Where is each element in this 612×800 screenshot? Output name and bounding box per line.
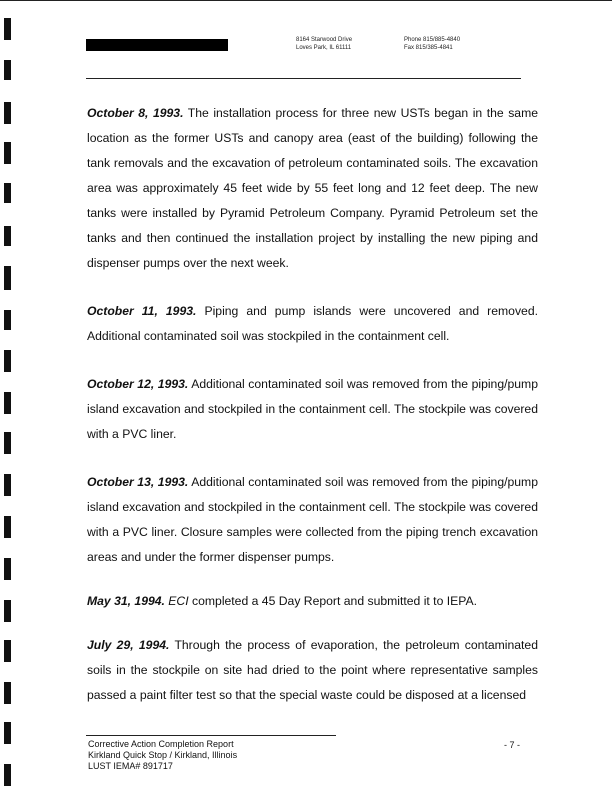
document-body (87, 101, 538, 731)
binding-mark (4, 266, 11, 290)
binding-mark (4, 558, 11, 580)
entry-paragraph (87, 589, 538, 614)
entry-paragraph (87, 470, 538, 570)
page-top-edge (0, 0, 612, 1)
footer-site-name: Kirkland Quick Stop / Kirkland, Illinois (88, 750, 238, 760)
footer-lust-id: LUST IEMA# 891717 (88, 761, 173, 771)
page-number: - 7 - (504, 740, 521, 750)
binding-mark (4, 516, 11, 538)
footer-report-title: Corrective Action Completion Report (88, 739, 234, 749)
entry-text-italic: ECI (164, 594, 189, 608)
phone-number: Phone 815/885-4840 (404, 37, 461, 43)
footer-rule (86, 735, 336, 736)
footer (88, 739, 237, 772)
binding-marks (0, 0, 14, 800)
company-address (296, 36, 352, 52)
binding-mark (4, 764, 11, 786)
entry-paragraph (87, 372, 538, 447)
entry-date: July 29, 1994. (87, 638, 170, 652)
entry-date: October 8, 1993. (87, 106, 184, 120)
address-line-1: 8164 Starwood Drive (296, 37, 353, 43)
binding-mark (4, 600, 11, 622)
binding-mark (4, 226, 11, 246)
entry-text: Piping and pump islands were uncovered and removed. Additional contaminated soil was stockpiled in the containment cell. (87, 304, 538, 343)
entry-text: Additional contaminated soil was removed from the piping/pump island excavation and stockpiled in the containment cell. The stockpile was covered with a PVC liner. Closure samples were collected from the piping trench excavation areas and under the former dispenser pumps. (87, 475, 538, 564)
entry-paragraph (87, 633, 538, 708)
entry-text: Additional contaminated soil was removed from the piping/pump island excavation and stockpiled in the containment cell. The stockpile was covered with a PVC liner. (87, 377, 538, 441)
binding-mark (4, 682, 11, 704)
company-contact (404, 36, 460, 52)
entry-date: October 13, 1993. (87, 475, 189, 489)
binding-mark (4, 142, 11, 164)
binding-mark (4, 310, 11, 330)
entry-paragraph (87, 299, 538, 349)
header-rule (86, 78, 521, 79)
binding-mark (4, 350, 11, 372)
entry-date: October 12, 1993. (87, 377, 189, 391)
redacted-logo-block (86, 39, 228, 51)
entry-date: October 11, 1993. (87, 304, 197, 318)
fax-number: Fax 815/385-4841 (404, 45, 453, 51)
binding-mark (4, 474, 11, 496)
entry-date: May 31, 1994. (87, 594, 165, 608)
binding-mark (4, 392, 11, 414)
address-line-2: Loves Park, IL 61111 (296, 45, 352, 51)
binding-mark (4, 102, 11, 124)
binding-mark (4, 18, 11, 40)
entry-text: completed a 45 Day Report and submitted it to IEPA. (188, 594, 477, 608)
entry-text: The installation process for three new USTs began in the same location as the former USTs and canopy area (east of the building) following the tank removals and the excavation of petroleum contaminated soils. The excavation area was approximately 45 feet wide by 55 feet long and 12 feet deep. The new tanks were installed by Pyramid Petroleum Company. Pyramid Petroleum set the tanks and then continued the installation project by installing the new piping and dispenser pumps over the next week. (87, 106, 538, 270)
entry-paragraph (87, 101, 538, 276)
binding-mark (4, 432, 11, 454)
binding-mark (4, 183, 11, 203)
binding-mark (4, 60, 11, 80)
binding-mark (4, 640, 11, 662)
entry-text: Through the process of evaporation, the petroleum contaminated soils in the stockpile on site had dried to the point where representative samples passed a paint filter test so that the special waste could be disposed at a licensed (87, 638, 538, 702)
binding-mark (4, 722, 11, 744)
